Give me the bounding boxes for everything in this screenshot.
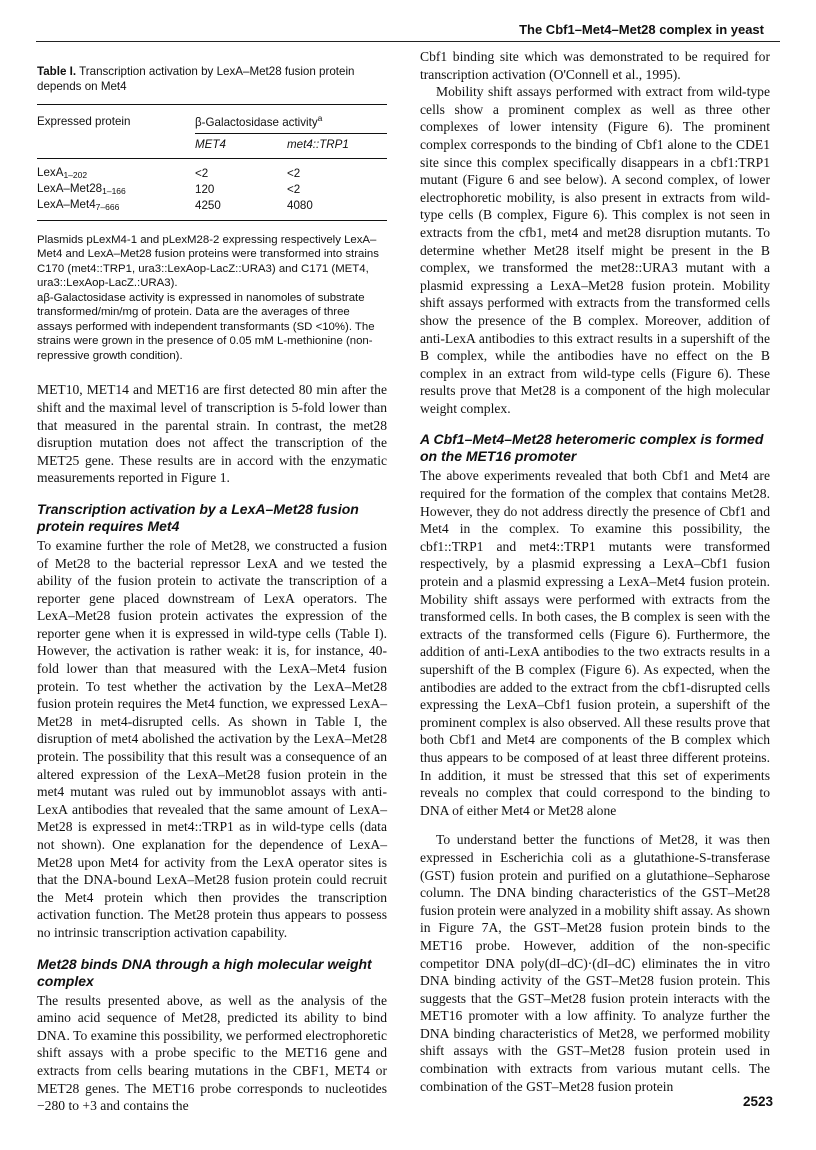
- table-note-2: aβ-Galactosidase activity is expressed in nanomoles of substrate transformed/min/mg of protein. Data are the averages of three assays performed with independent transformants (SD <10%). The strains were grown in the presence of 0.05 mM L-methionine (non-repressive growth condition).: [37, 291, 375, 362]
- col-header-group: [195, 105, 387, 133]
- row-met4: <2: [195, 166, 209, 180]
- col-header-group-sup: a: [317, 113, 323, 123]
- col-header-group-text: β-Galactosidase activity: [195, 115, 318, 129]
- table-note-1: Plasmids pLexM4-1 and pLexM28-2 expressing respectively LexA–Met4 and LexA–Met28 fusion proteins were transformed into strains C170 (met4::TRP1, ura3::LexAop-LacZ::URA3) and C171 (MET4, ura3::LexAop-LacZ.:URA3).: [37, 233, 379, 290]
- row-met4trp1: <2: [287, 182, 301, 196]
- row-met4: 4250: [195, 198, 287, 221]
- table-notes: [37, 233, 387, 364]
- left-paragraph-2: To examine further the role of Met28, we constructed a fusion of Met28 to the bacterial repressor LexA and we tested the ability of the fusion protein to activate the transcription of a reporter gene placed downstream of LexA operators. The LexA–Met28 fusion protein activates the expression of the reporter gene when it is expressed in wild-type cells (Table I). However, the activation is rather weak: it is, for instance, 40-fold lower than that measured with the LexA–Met4 fusion protein. To test whether the activation by the LexA–Met28 fusion protein requires the Met4 function, we expressed LexA–Met28 in met4-disrupted cells. As shown in Table I, the disruption of met4 abolished the activation by the LexA–Met28 protein. The possibility that this result was a consequence of an altered expression of the LexA–Met28 fusion protein in the met4 mutant was ruled out by immunoblot assays with anti-LexA antibodies that revealed that the same amount of LexA–Met28 is expressed in met4::TRP1 as in wild-type cells (data not shown). One explanation for the dependence of LexA–Met28 upon Met4 for activity from the LexA operator sites is that the DNA-bound LexA–Met28 fusion protein could recruit the Met4 protein which then provides the transcription activation function. The Met28 protein thus appears to possess no intrinsic transcription activation capability.: [37, 537, 387, 940]
- row-met4trp1: 4080: [287, 198, 387, 221]
- table-caption-text: Transcription activation by LexA–Met28 fusion protein depends on Met4: [37, 65, 355, 93]
- row-met4: 120: [195, 182, 215, 196]
- row-met4trp1: <2: [287, 166, 301, 180]
- left-paragraph-3: The results presented above, as well as the analysis of the amino acid sequence of Met28, predicted its ability to bind DNA. To examine this possibility, we performed electrophoretic shift assays with a probe specific to the MET16 gene and extracts from cells bearing mutations in the CBF1, MET4 or MET28 genes. The MET16 probe corresponds to nucleotides −280 to +3 and contains the: [37, 992, 387, 1114]
- right-paragraph-2: Mobility shift assays performed with extract from wild-type cells show a prominent complex as well as three other complexes of lower intensity (Figure 6). The prominent complex corresponds to the binding of Cbf1 alone to the CDE1 site since this complex specifically disappears in a cbf1:TRP1 mutant (Figure 6 and see below). A second complex, of lower electrophoretic mobility, is also present in extracts from wild-type cells (B complex, Figure 6). This complex is not seen in extracts from the cfb1, met4 and met28 disruption mutants. To determine whether Met28 itself might be present in the B complex, we transformed the met28::URA3 mutant with a plasmid expressing a LexA–Met28 fusion protein. Mobility shift assays performed with extracts from the transformed cells show the presence of the B complex. Moreover, addition of anti-LexA antibodies to this extract results in a supershift of the B complex, while the antibodies have no effect on the B complex in an extract from wild-type cells (Figure 6). These results prove that Met28 is a component of the high molecular weight complex.: [420, 84, 770, 416]
- row-protein: LexA–Met28: [37, 181, 103, 195]
- table-1: [37, 104, 387, 221]
- section-title-transcription-activation: Transcription activation by a LexA–Met28 fusion protein requires Met4: [37, 500, 359, 534]
- page-number: 2523: [743, 1094, 774, 1109]
- table-row: [37, 198, 387, 221]
- row-protein: LexA–Met4: [37, 197, 96, 211]
- left-column: [37, 50, 387, 1115]
- row-protein-sub: 7–666: [95, 201, 120, 212]
- col-header-protein: Expressed protein: [37, 115, 131, 129]
- section-title-heteromeric-complex: A Cbf1–Met4–Met28 heteromeric complex is formed on the MET16 promoter: [420, 431, 764, 465]
- table-row: [37, 182, 387, 198]
- running-head: The Cbf1–Met4–Met28 complex in yeast: [519, 22, 764, 37]
- col-header-met4: MET4: [195, 133, 287, 158]
- row-protein: LexA: [37, 165, 64, 179]
- col-header-met4trp1: met4::TRP1: [287, 133, 387, 158]
- table-row: [37, 158, 387, 182]
- right-column: [420, 50, 770, 1095]
- section-title-met28-binds-dna: Met28 binds DNA through a high molecular weight complex: [37, 955, 372, 989]
- row-protein-sub: 1–166: [102, 185, 126, 196]
- left-paragraph-1: MET10, MET14 and MET16 are first detected 80 min after the shift and the maximal level of transcription is 5-fold lower than that measured in the parental strain. In contrast, the met28 disruption mutation does not affect the transcription of the MET25 gene. These results are in accord with the enzymatic measurements reported in Figure 1.: [37, 382, 387, 486]
- right-paragraph-3: The above experiments revealed that both Cbf1 and Met4 are required for the formation of the complex that contains Met28. However, they do not address directly the presence of Cbf1 and Met4 in the complex. To examine this possibility, the cbf1::TRP1 and met4::TRP1 mutants were transformed respectively, by a plasmid expressing a LexA–Cbf1 fusion protein and a plasmid expressing a LexA–Met4 fusion protein. Mobility shift assays were performed with extracts from the transformed cells. In both cases, the B complex is seen with the extracts of the transformed cells (Figure 6). Furthermore, the addition of anti-LexA antibodies to the two extracts results in a supershift of the B complex (Figure 6). As expected, when the antibodies are added to the extract from the cbf1-disrupted cells expressing the LexA–Cbf1 fusion protein, a supershift of the prominent complex is also observed. All these results prove that both Cbf1 and Met4 are components of the B complex which thus appears to be composed of at least three different proteins. In addition, it must be stressed that this set of experiments reveals no complex that could correspond to the binding to DNA of either Met4 or Met28 alone: [420, 468, 770, 818]
- table-caption: [37, 64, 387, 94]
- header-rule: [36, 41, 780, 42]
- right-paragraph-4: To understand better the functions of Met28, it was then expressed in Escherichia coli as a glutathione-S-transferase (GST) fusion protein and purified on a glutathione–Sepharose column. The DNA binding characteristics of the GST–Met28 fusion protein were analyzed in a mobility shift assay. As shown in Figure 7A, the GST–Met28 fusion protein binds to the MET16 probe. However, addition of the non-specific competitor DNA poly(dI–dC)·(dI–dC) eliminates the in vitro DNA binding activity of the GST–Met28 fusion protein. This suggests that the GST–Met28 fusion protein interacts with the MET16 promoter with a low affinity. To analyze further the DNA binding characteristics of Met28, we performed mobility shift assays with the GST–Met28 fusion protein used in combination with extracts from various mutant cells. The combination of the GST–Met28 fusion protein: [420, 832, 770, 1094]
- right-paragraph-1: Cbf1 binding site which was demonstrated to be required for transcription activation (O'Connell et al., 1995).: [420, 49, 770, 82]
- row-protein-sub: 1–202: [63, 169, 88, 180]
- table-caption-label: Table I.: [37, 65, 77, 78]
